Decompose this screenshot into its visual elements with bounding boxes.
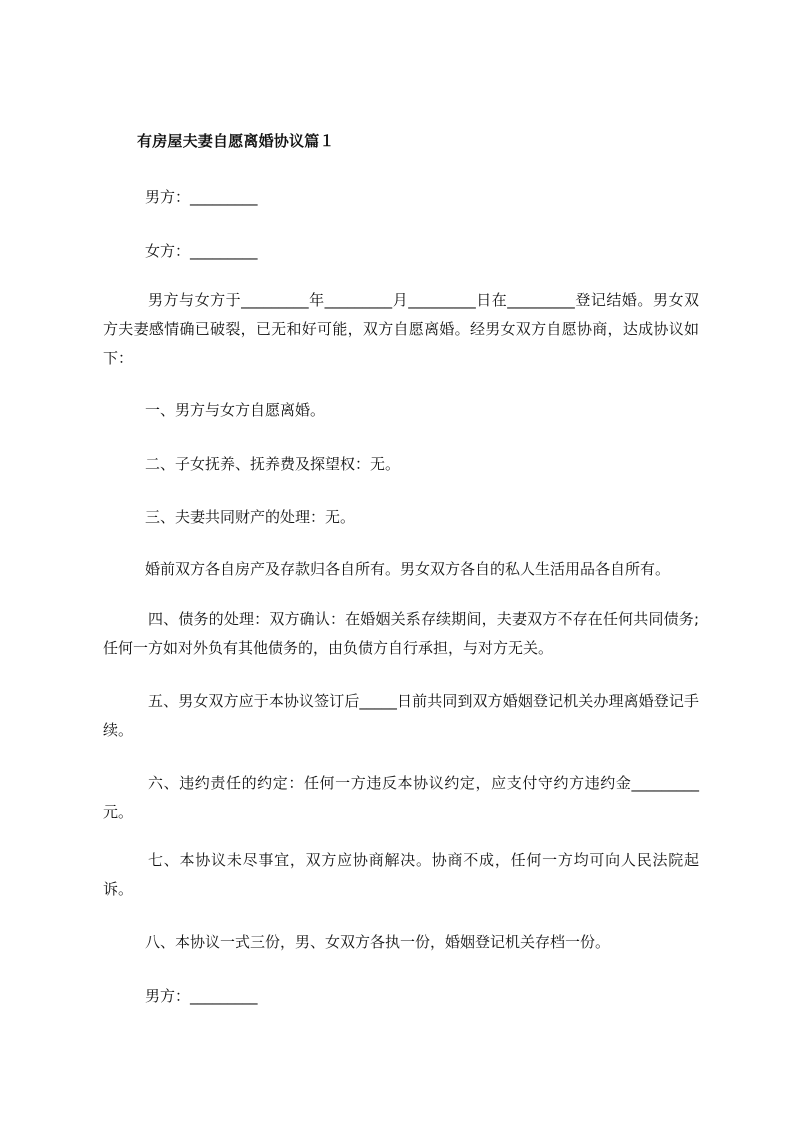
husband-signature-line-bottom: 男方：_________ <box>145 987 258 1005</box>
clause-one: 一、男方与女方自愿离婚。 <box>145 401 326 419</box>
clause-three: 三、夫妻共同财产的处理：无。 <box>145 508 356 526</box>
husband-signature-line: 男方：_________ <box>145 188 258 206</box>
clause-three-extra: 婚前双方各自房产及存款归各自所有。男女双方各自的私人生活用品各自所有。 <box>145 560 671 578</box>
document-title: 有房屋夫妻自愿离婚协议篇１ <box>137 132 335 150</box>
clause-seven: 七、本协议未尽事宜，双方应协商解决。协商不成，任何一方均可向人民法院起诉。 <box>103 851 699 898</box>
clause-eight: 八、本协议一式三份，男、女双方各执一份，婚姻登记机关存档一份。 <box>145 933 611 951</box>
clause-two: 二、子女抚养、抚养费及探望权：无。 <box>145 455 401 473</box>
clause-six: 六、违约责任的约定：任何一方违反本协议约定，应支付守约方违约金_________元。 <box>103 774 699 821</box>
clause-four: 四、债务的处理：双方确认：在婚姻关系存续期间，夫妻双方不存在任何共同债务;任何一方如对外负有其他债务的，由负债方自行承担，与对方无关。 <box>103 610 699 657</box>
intro-paragraph: 男方与女方于_________年_________月_________日在_________登记结婚。男女双方夫妻感情确已破裂，已无和好可能，双方自愿离婚。经男女双方自愿协商，达成协议如下： <box>103 291 699 367</box>
clause-five: 五、男女双方应于本协议签订后_____日前共同到双方婚姻登记机关办理离婚登记手续。 <box>103 692 699 739</box>
wife-signature-line: 女方：_________ <box>145 242 258 260</box>
